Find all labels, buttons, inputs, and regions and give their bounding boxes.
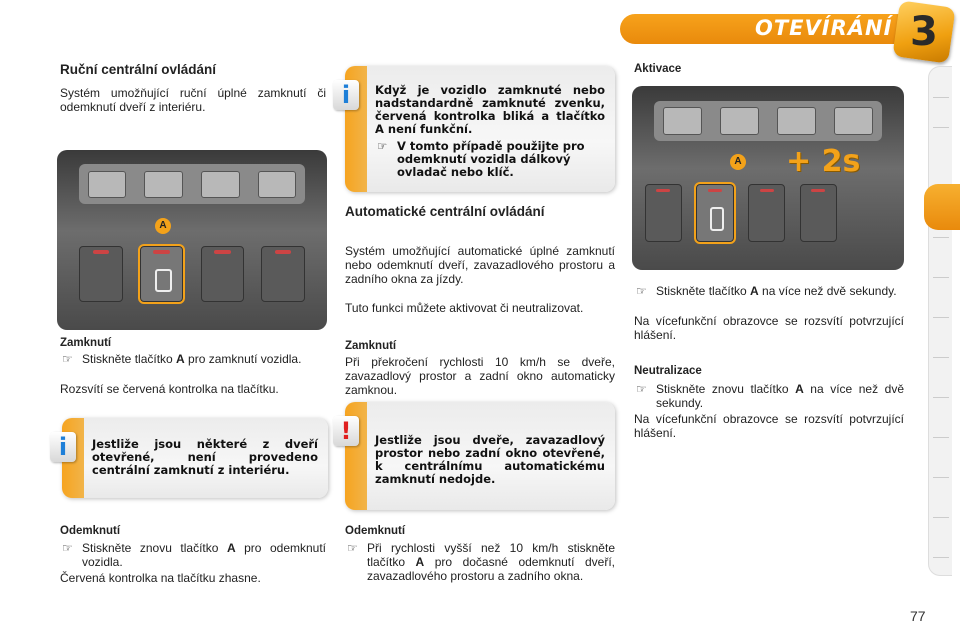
left-intro: Systém umožňující ruční úplné zamknutí či odemknutí dveří z interiéru. bbox=[60, 86, 326, 114]
button-a-label: A bbox=[155, 218, 171, 234]
lock-button-image bbox=[140, 246, 184, 302]
info-box-middle-bullet: ☞ V tomto případě použijte pro odemknutí vozidla dálkový ovladač nebo klíč. bbox=[377, 139, 585, 179]
middle-unlock-heading: Odemknutí bbox=[345, 525, 406, 537]
middle-intro2: Tuto funkci můžete aktivovat či neutralizovat. bbox=[345, 301, 584, 315]
warning-icon: ! bbox=[333, 416, 359, 446]
left-unlock-heading: Odemknutí bbox=[60, 525, 121, 537]
left-lock-note: Rozsvítí se červená kontrolka na tlačítku. bbox=[60, 382, 279, 396]
left-unlock-bullet: ☞ Stiskněte znovu tlačítko A pro odemknutí vozidla. bbox=[62, 541, 327, 569]
info-box-left-text: Jestliže jsou některé z dveří otevřené, není provedeno centrální zamknutí z interiéru. bbox=[92, 437, 318, 477]
left-lock-bullet: ☞ Stiskněte tlačítko A pro zamknutí vozidla. bbox=[62, 352, 302, 366]
neutralization-heading: Neutralizace bbox=[634, 365, 702, 377]
pointing-hand-icon: ☞ bbox=[62, 352, 73, 366]
middle-section-title: Automatické centrální ovládání bbox=[345, 204, 545, 219]
dashboard-photo-left bbox=[57, 150, 327, 330]
info-icon: i bbox=[50, 432, 76, 462]
middle-lock-heading: Zamknutí bbox=[345, 340, 397, 352]
plus-two-seconds-overlay: + 2s bbox=[786, 144, 861, 179]
pointing-hand-icon: ☞ bbox=[377, 139, 388, 153]
page-title: OTEVÍRÁNÍ bbox=[755, 16, 893, 40]
button-a-label: A bbox=[730, 154, 746, 170]
dashboard-photo-right bbox=[632, 86, 904, 270]
neutralization-bullet: ☞ Stiskněte znovu tlačítko A na více než dvě sekundy. bbox=[636, 382, 904, 410]
pointing-hand-icon: ☞ bbox=[347, 541, 358, 555]
warning-box-text: Jestliže jsou dveře, zavazadlový prostor nebo zadní okno otevřené, k centrálnímu automatickému zamknutí nedojde. bbox=[375, 433, 605, 486]
lock-button-image bbox=[696, 184, 733, 241]
neutralization-note: Na vícefunkční obrazovce se rozsvítí potvrzující hlášení. bbox=[634, 412, 904, 440]
pointing-hand-icon: ☞ bbox=[636, 284, 647, 298]
left-unlock-note: Červená kontrolka na tlačítku zhasne. bbox=[60, 571, 261, 585]
chapter-number: 3 bbox=[910, 9, 938, 55]
activation-heading: Aktivace bbox=[634, 63, 682, 75]
info-box-middle-text: Když je vozidlo zamknuté nebo nadstandardně zamknuté zvenku, červená kontrolka bliká a tlačítko A není funkční. bbox=[375, 83, 605, 136]
chapter-badge bbox=[892, 0, 955, 63]
chapter-tab-strip bbox=[928, 66, 952, 576]
page-number: 77 bbox=[910, 608, 926, 624]
chapter-tab-active[interactable] bbox=[924, 184, 960, 230]
info-box-left bbox=[58, 418, 328, 498]
activation-bullet: ☞ Stiskněte tlačítko A na více než dvě sekundy. bbox=[636, 284, 897, 298]
info-icon: i bbox=[333, 80, 359, 110]
activation-note: Na vícefunkční obrazovce se rozsvítí potvrzující hlášení. bbox=[634, 314, 904, 342]
middle-lock-text: Při překročení rychlosti 10 km/h se dveře, zavazadlový prostor a zadní okno automaticky zamknou. bbox=[345, 355, 615, 397]
left-lock-heading: Zamknutí bbox=[60, 337, 112, 349]
pointing-hand-icon: ☞ bbox=[62, 541, 73, 555]
pointing-hand-icon: ☞ bbox=[636, 382, 647, 396]
warning-box-middle bbox=[340, 402, 615, 510]
middle-intro: Systém umožňující automatické úplné zamknutí nebo odemknutí dveří, zavazadlového prostoru a zadního okna za jízdy. bbox=[345, 244, 615, 286]
info-box-middle bbox=[341, 66, 615, 192]
left-section-title: Ruční centrální ovládání bbox=[60, 62, 217, 77]
middle-unlock-bullet: ☞ Při rychlosti vyšší než 10 km/h stiskněte tlačítko A pro dočasné odemknutí dveří, zavazadlového prostoru a zadního okna. bbox=[347, 541, 615, 583]
